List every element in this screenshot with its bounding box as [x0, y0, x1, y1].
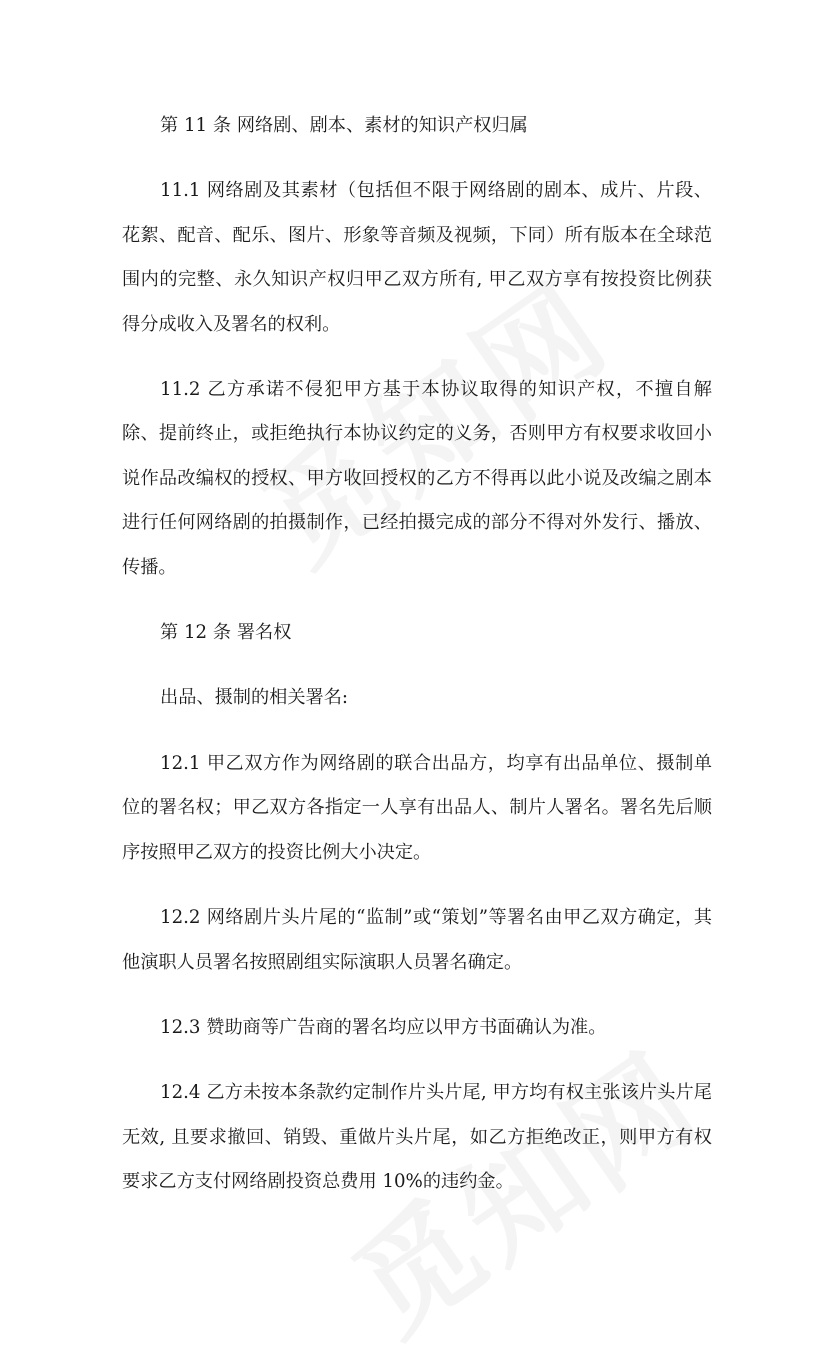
section-heading-11: 第 11 条 网络剧、剧本、素材的知识产权归属 — [160, 115, 528, 136]
paragraph-12-3: 12.3 赞助商等广告商的署名均应以甲方书面确认为准。 — [160, 1016, 607, 1038]
paragraph-12-2: 12.2 网络剧片头片尾的“监制”或“策划”等署名由甲乙双方确定，其他演职人员署名按照剧组实际演职人员署名确定。 — [122, 907, 712, 973]
section-heading-12: 第 12 条 署名权 — [160, 622, 292, 644]
paragraph-11-2: 11.2 乙方承诺不侵犯甲方基于本协议取得的知识产权，不擅自解除、提前终止，或拒绝执行本协议约定的义务，否则甲方有权要求收回小说作品改编权的授权、甲方收回授权的乙方不得再以此小说及改编之剧本进行任何网络剧的拍摄制作，已经拍摄完成的部分不得对外发行、播放、传播。 — [122, 379, 712, 578]
section-subheading-12: 出品、摄制的相关署名: — [160, 687, 349, 709]
paragraph-12-4: 12.4 乙方未按本条款约定制作片头片尾, 甲方均有权主张该片头片尾无效, 且要求撤回、销毁、重做片头片尾，如乙方拒绝改正，则甲方有权要求乙方支付网络剧投资总费用 10%的违约金。 — [122, 1082, 712, 1193]
paragraph-11-1: 11.1 网络剧及其素材（包括但不限于网络剧的剧本、成片、片段、花絮、配音、配乐、图片、形象等音频及视频，下同）所有版本在全球范围内的完整、永久知识产权归甲乙双方所有, 甲乙双方享有按投资比例获得分成收入及署名的权利。 — [122, 180, 712, 335]
paragraph-12-1: 12.1 甲乙双方作为网络剧的联合出品方，均享有出品单位、摄制单位的署名权；甲乙双方各指定一人享有出品人、制片人署名。署名先后顺序按照甲乙双方的投资比例大小决定。 — [122, 752, 712, 863]
document-body — [122, 104, 712, 1226]
